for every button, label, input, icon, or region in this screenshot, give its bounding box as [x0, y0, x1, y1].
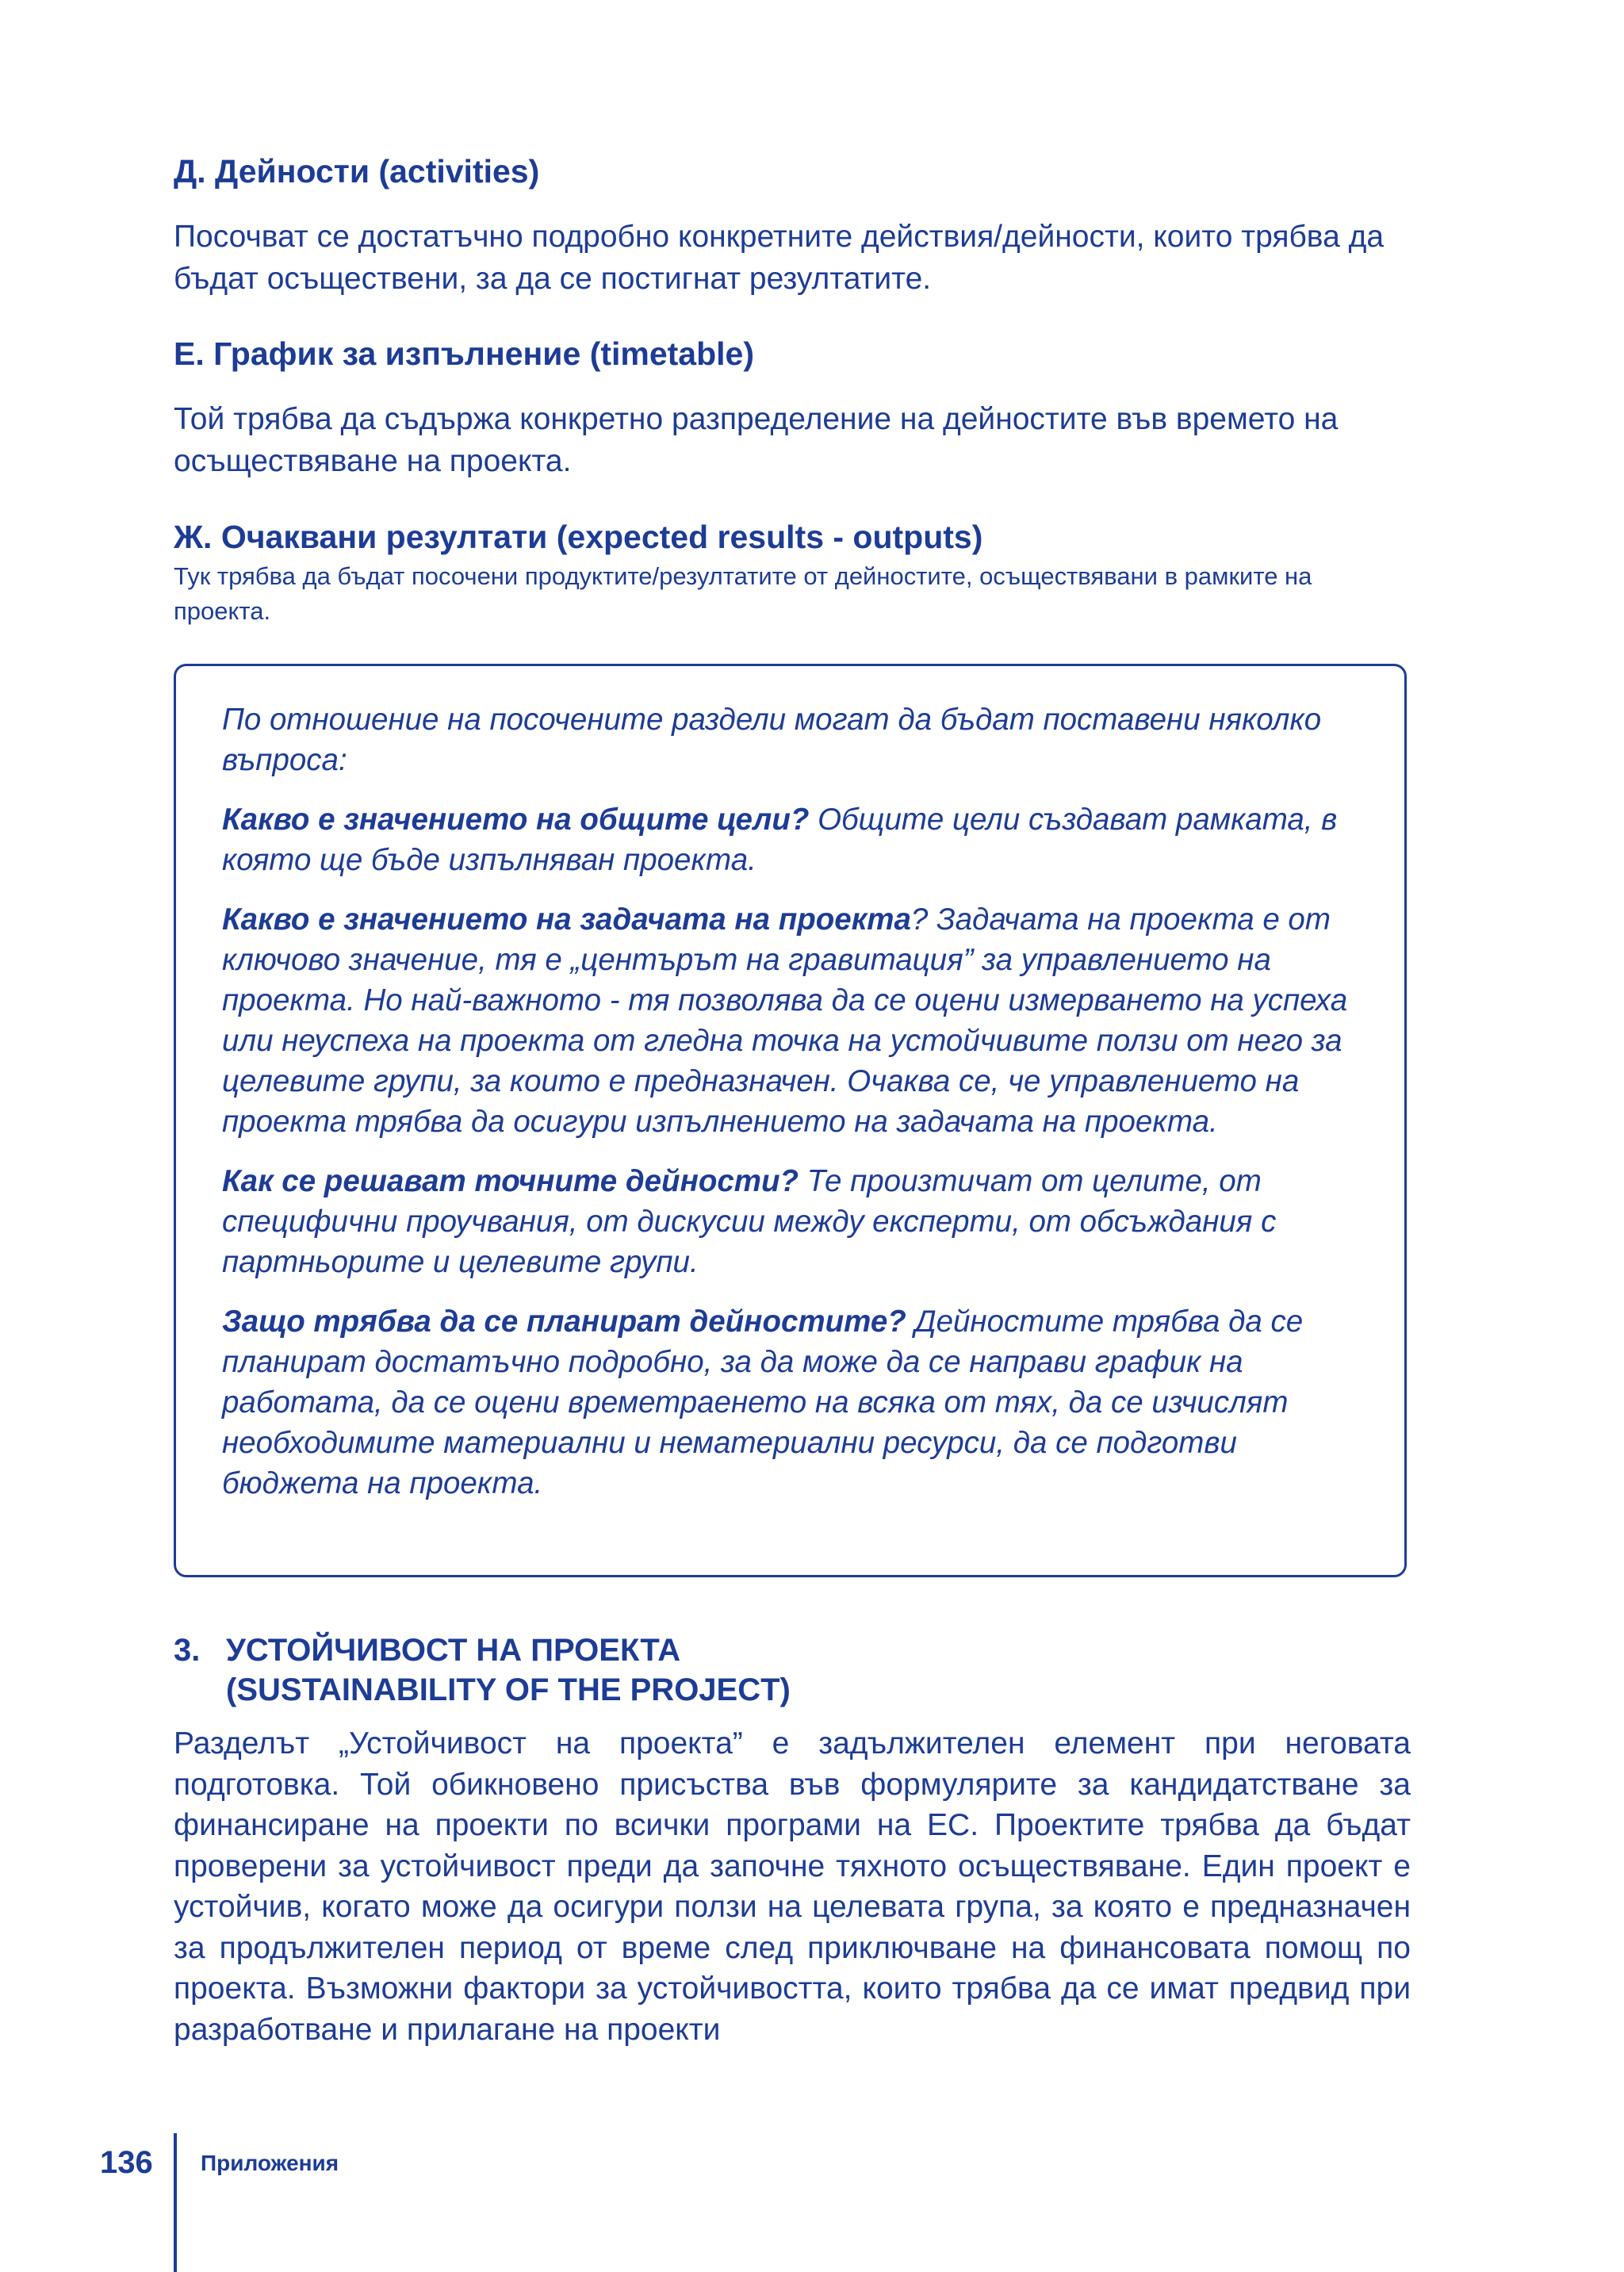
note-question-2-answer: ? Задачата на проекта е от ключово значение, тя е „центърът на гравитация” за управлението на проекта. Но най-важното - тя позволява да се оцени измерването на успеха или неуспеха на проекта от гледна точка на устойчивите ползи от него за целевите групи, за които е предназначен. Очаква се, че управлението на проекта трябва да осигури изпълнението на задачата на проекта. [222, 902, 1348, 1139]
note-intro: По отношение на посочените раздели могат да бъдат поставени няколко въпроса: [222, 703, 1322, 777]
section-zh [174, 516, 1411, 629]
note-question-4-answer: Дейностите трябва да се планират достатъчно подробно, за да може да се направи график на работата, да се оцени времетраенето на всяка от тях, да се изчислят необходимите материални и нематериални ресурси, да се подготви бюджета на проекта. [222, 1305, 1304, 1500]
section-zh-heading: Ж. Очаквани резултати (expected results - outputs) [174, 519, 983, 555]
section-3-number: 3. [174, 1633, 201, 1668]
section-d [174, 151, 1411, 300]
section-3-title-line-2: (SUSTAINABILITY OF THE PROJECT) [226, 1672, 791, 1707]
section-3-title [174, 1630, 791, 1710]
note-question-1-answer: Общите цели създават рамката, в която ще бъде изпълняван проекта. [222, 803, 1338, 877]
note-question-1-title: Какво е значението на общите цели? [222, 803, 810, 837]
questions-note-box [174, 664, 1407, 1577]
section-d-heading: Д. Дейности (activities) [174, 153, 540, 190]
note-question-4 [222, 1301, 1358, 1504]
section-3-title-text-1: УСТОЙЧИВОСТ НА ПРОЕКТА [226, 1633, 681, 1668]
section-e-heading: Е. График за изпълнение (timetable) [174, 335, 754, 372]
section-zh-body: Тук трябва да бъдат посочени продуктите/резултатите от дейностите, осъществявани в рамките на проекта. [174, 562, 1312, 625]
note-question-4-title: Защо трябва да се планират дейностите? [222, 1305, 906, 1339]
footer-section-label: Приложения [201, 2151, 339, 2175]
section-e-body: Той трябва да съдържа конкретно разпределение на дейностите във времето на осъществяване на проекта. [174, 402, 1339, 478]
note-question-3 [222, 1161, 1358, 1282]
section-3-body: Разделът „Устойчивост на проекта” е задължителен елемент при неговата подготовка. Той обикновено присъства във формулярите за кандидатстване за финансиране на проекти по всички програми на ЕС. Проектите трябва да бъдат проверени за устойчивост преди да започне тяхното осъществяване. Един проект е устойчив, когато може да осигури ползи на целевата група, за която е предназначен за продължителен период от време след приключване на финансовата помощ по проекта. Възможни фактори за устойчивостта, които трябва да се имат предвид при разработване и прилагане на проекти [174, 1726, 1411, 2047]
footer-divider [174, 2133, 177, 2272]
note-question-3-answer: Те произтичат от целите, от специфични проучвания, от дискусии между експерти, от обсъждания с партньорите и целевите групи. [222, 1164, 1277, 1279]
note-question-2 [222, 899, 1358, 1142]
page-number: 136 [100, 2145, 153, 2180]
note-question-2-title: Какво е значението на задачата на проекта [222, 902, 911, 937]
note-question-1 [222, 799, 1358, 880]
section-3-title-line-1 [174, 1630, 791, 1670]
note-question-3-title: Как се решават точните дейности? [222, 1164, 799, 1198]
section-e [174, 333, 1411, 482]
section-d-body: Посочват се достатъчно подробно конкретните действия/дейности, които трябва да бъдат осъществени, за да се постигнат резултатите. [174, 220, 1385, 296]
